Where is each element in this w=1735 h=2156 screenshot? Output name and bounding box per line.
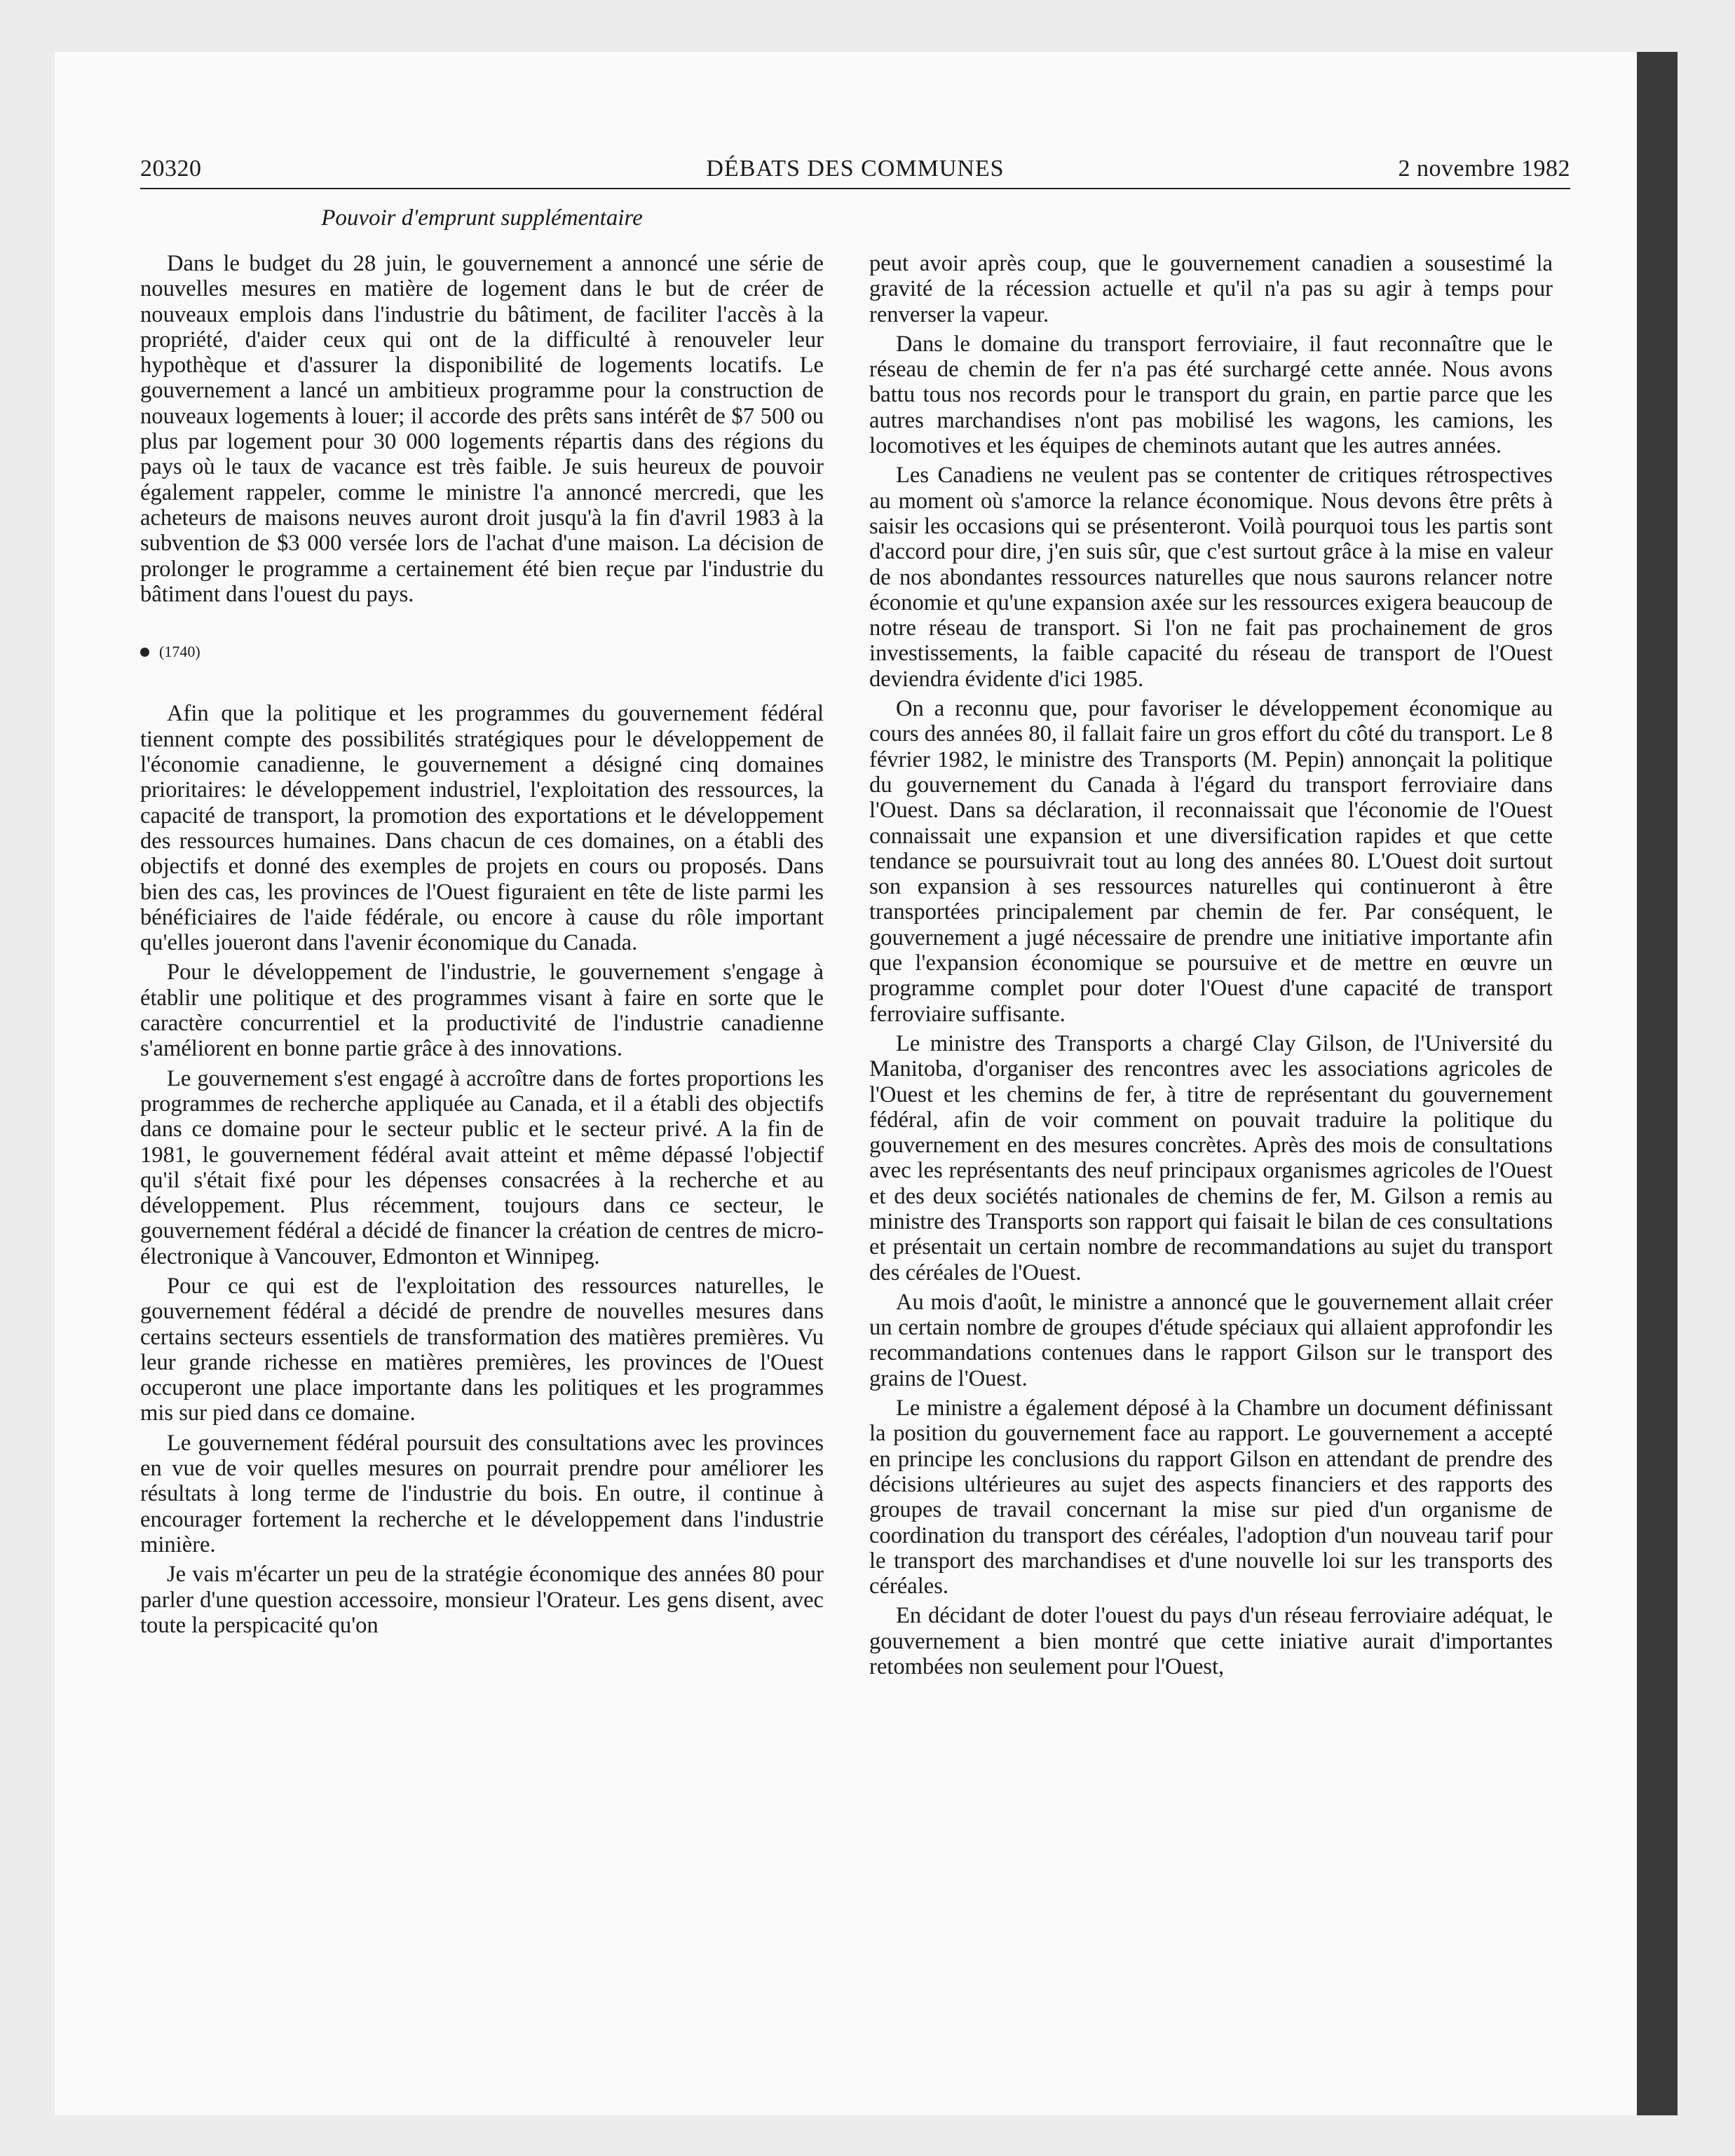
paragraph: Le gouvernement fédéral poursuit des consultations avec les provinces en vue de voir quelles mesures on pourrait prendre pour améliorer les résultats à long terme de l'industrie du bois. En outre, il continue à encourager fortement la recherche et le développement dans l'industrie minière. <box>140 1430 824 1557</box>
bullet-icon <box>140 648 149 657</box>
paragraph-continued: peut avoir après coup, que le gouvernement canadien a sousestimé la gravité de la récession actuelle et qu'il n'a pas su agir à temps pour renverser la vapeur. <box>869 251 1553 327</box>
paragraph: En décidant de doter l'ouest du pays d'un réseau ferroviaire adéquat, le gouvernement a bien montré que cette iniative aurait d'importantes retombées non seulement pour l'Ouest, <box>869 1603 1553 1680</box>
paragraph: Je vais m'écarter un peu de la stratégie économique des années 80 pour parler d'une question accessoire, monsieur l'Orateur. Les gens disent, avec toute la perspicacité qu'on <box>140 1562 824 1638</box>
time-marker <box>140 639 824 664</box>
time-marker-label: (1740) <box>159 643 200 661</box>
paragraph: Dans le domaine du transport ferroviaire, il faut reconnaître que le réseau de chemin de fer n'a pas été surchargé cette année. Nous avons battu tous nos records pour le transport du grain, en partie parce que les autres marchandises n'ont pas mobilisé les wagons, les camions, les locomotives et les équipes de cheminots autant que les autres années. <box>869 331 1553 459</box>
paragraph: Afin que la politique et les programmes du gouvernement fédéral tiennent compte des possibilités stratégiques pour le développement de l'économie canadienne, le gouvernement a désigné cinq domaines prioritaires: le développement industriel, l'exploitation des ressources, la capacité de transport, la promotion des exportations et le développement des ressources humaines. Dans chacun de ces domaines, on a établi des objectifs et donné des exemples de projets en cours ou proposés. Dans bien des cas, les provinces de l'Ouest figuraient en tête de liste parmi les bénéficiaires de l'aide fédérale, ou encore à cause du rôle important qu'elles joueront dans l'avenir économique du Canada. <box>140 701 824 956</box>
paragraph: On a reconnu que, pour favoriser le développement économique au cours des années 80, il fallait faire un gros effort du côté du transport. Le 8 février 1982, le ministre des Transports (M. Pepin) annonçait la politique du gouvernement du Canada à l'égard du transport ferroviaire dans l'Ouest. Dans sa déclaration, il reconnaissait que l'économie de l'Ouest connaissait une expansion et une diversification rapides et que cette tendance se poursuivrait tout au long des années 80. L'Ouest doit surtout son expansion à ses ressources naturelles qui continueront à être transportées principalement par chemin de fer. Par conséquent, le gouvernement a jugé nécessaire de prendre une initiative importante afin que l'expansion économique se poursuive et de mettre en œuvre un programme complet pour doter l'Ouest d'une capacité de transport ferroviaire suffisante. <box>869 696 1553 1027</box>
right-column <box>869 251 1553 1684</box>
paragraph: Le ministre a également déposé à la Chambre un document définissant la position du gouvernement face au rapport. Le gouvernement a accepté en principe les conclusions du rapport Gilson en attendant de prendre des décisions ultérieures au sujet des aspects financiers et des rapports des groupes de travail concernant la mise sur pied d'un organisme de coordination du transport des céréales, l'adoption d'un nouveau tarif pour le transport des marchandises et d'une nouvelle loi sur les transports des céréales. <box>869 1396 1553 1599</box>
paragraph: Au mois d'août, le ministre a annoncé que le gouvernement allait créer un certain nombre de groupes d'étude spéciaux qui allaient approfondir les recommandations contenues dans le rapport Gilson sur le transport des grains de l'Ouest. <box>869 1289 1553 1391</box>
header-date: 2 novembre 1982 <box>1398 156 1570 182</box>
paragraph: Le ministre des Transports a chargé Clay Gilson, de l'Université du Manitoba, d'organiser des rencontres avec les associations agricoles de l'Ouest et les chemins de fer, à titre de représentant du gouvernement fédéral, afin de voir comment on pouvait traduire la politique du gouvernement en des mesures concrètes. Après des mois de consultations avec les représentants des neuf principaux organismes agricoles de l'Ouest et des deux sociétés nationales de chemins de fer, M. Gilson a remis au ministre des Transports son rapport qui faisait le bilan de ces consultations et présentait un certain nombre de recommandations au sujet du transport des céréales de l'Ouest. <box>869 1030 1553 1285</box>
page-header <box>140 156 1570 192</box>
running-title: DÉBATS DES COMMUNES <box>706 156 1005 182</box>
paragraph: Les Canadiens ne veulent pas se contenter de critiques rétrospectives au moment où s'amorce la relance économique. Nous devons être prêts à saisir les occasions qui se présenteront. Voilà pourquoi tous les partis sont d'accord pour dire, j'en suis sûr, que c'est surtout grâce à la mise en valeur de nos abondantes ressources naturelles que nous saurons relancer notre économie et qu'une expansion axée sur les ressources exigera beaucoup de notre réseau de transport. Si l'on ne fait pas prochainement de gros investissements, la faible capacité du réseau de transport de l'Ouest deviendra évidente d'ici 1985. <box>869 463 1553 692</box>
paragraph: Pour ce qui est de l'exploitation des ressources naturelles, le gouvernement fédéral a décidé de prendre de nouvelles mesures dans certains secteurs essentiels de transformation des matières premières. Vu leur grande richesse en matières premières, les provinces de l'Ouest occuperont une place importante dans les politiques et les programmes mis sur pied dans ce domaine. <box>140 1273 824 1426</box>
scan-edge <box>1637 52 1678 2115</box>
paragraph: Pour le développement de l'industrie, le gouvernement s'engage à établir une politique et des programmes visant à faire en sorte que le caractère concurrentiel et la productivité de l'industrie canadienne s'améliorent en bonne partie grâce à des innovations. <box>140 960 824 1062</box>
paragraph: Le gouvernement s'est engagé à accroître dans de fortes proportions les programmes de recherche appliquée au Canada, et il a établi des objectifs dans ce domaine pour le secteur public et le secteur privé. A la fin de 1981, le gouvernement fédéral avait atteint et même dépassé l'objectif qu'il s'était fixé pour les dépenses consacrées à la recherche et au développement. Plus récemment, toujours dans ce secteur, le gouvernement fédéral a décidé de financer la création de centres de micro-électronique à Vancouver, Edmonton et Winnipeg. <box>140 1065 824 1269</box>
paragraph: Dans le budget du 28 juin, le gouvernement a annoncé une série de nouvelles mesures en matière de logement dans le but de créer de nouveaux emplois dans l'industrie du bâtiment, de faciliter l'accès à la propriété, d'aider ceux qui ont de la difficulté à renouveler leur hypothèque et d'assurer la disponibilité de logements locatifs. Le gouvernement a lancé un ambitieux programme pour la construction de nouveaux logements à louer; il accorde des prêts sans intérêt de $7 500 ou plus par logement pour 30 000 logements répartis dans des régions du pays où le taux de vacance est très faible. Je suis heureux de pouvoir également rappeler, comme le ministre l'a annoncé mercredi, que les acheteurs de maisons neuves auront droit jusqu'à la fin d'avril 1983 à la subvention de $3 000 versée lors de l'achat d'une maison. La décision de prolonger le programme a certainement été bien reçue par l'industrie du bâtiment dans l'ouest du pays. <box>140 251 824 607</box>
left-column <box>140 251 824 1642</box>
header-rule <box>140 188 1570 189</box>
page-number: 20320 <box>140 156 202 182</box>
section-heading: Pouvoir d'emprunt supplémentaire <box>321 205 643 231</box>
